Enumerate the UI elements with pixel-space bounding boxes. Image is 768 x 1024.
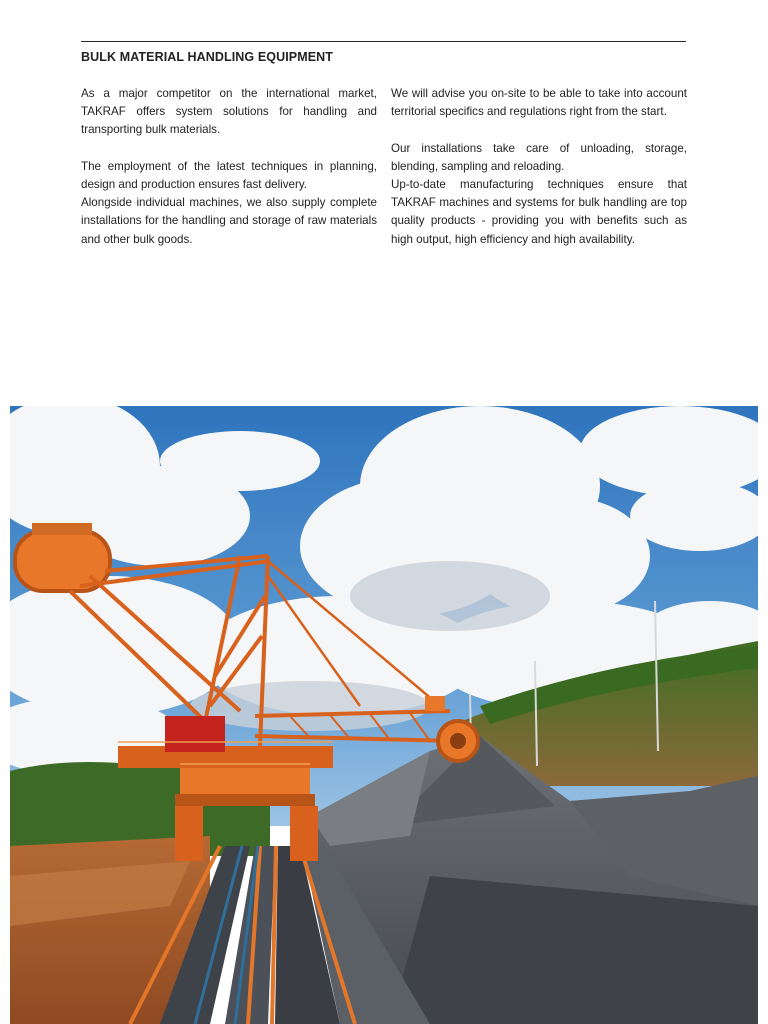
paragraph: We will advise you on-site to be able to take into account territorial specifics and regulations right from the start. (391, 87, 687, 119)
paragraph: The employment of the latest techniques in planning, design and production ensures fast delivery. (81, 159, 377, 191)
paragraph: Alongside individual machines, we also supply complete installations for the handling and storage of raw materials and other bulk goods. (81, 196, 377, 246)
left-text-column (81, 85, 377, 249)
section-heading: BULK MATERIAL HANDLING EQUIPMENT (81, 50, 334, 64)
paragraph: As a major competitor on the international market, TAKRAF offers system solutions for handling and transporting bulk materials. (81, 87, 377, 137)
right-text-column (391, 85, 687, 249)
paragraph: Up-to-date manufacturing techniques ensure that TAKRAF machines and systems for bulk handling are top quality products - providing you with benefits such as high output, high efficiency and high availability. (391, 178, 687, 246)
top-divider-rule (81, 41, 686, 42)
stacker-reclaimer-photo (10, 406, 758, 1024)
paragraph: Our installations take care of unloading, storage, blending, sampling and reloading. (391, 141, 687, 173)
